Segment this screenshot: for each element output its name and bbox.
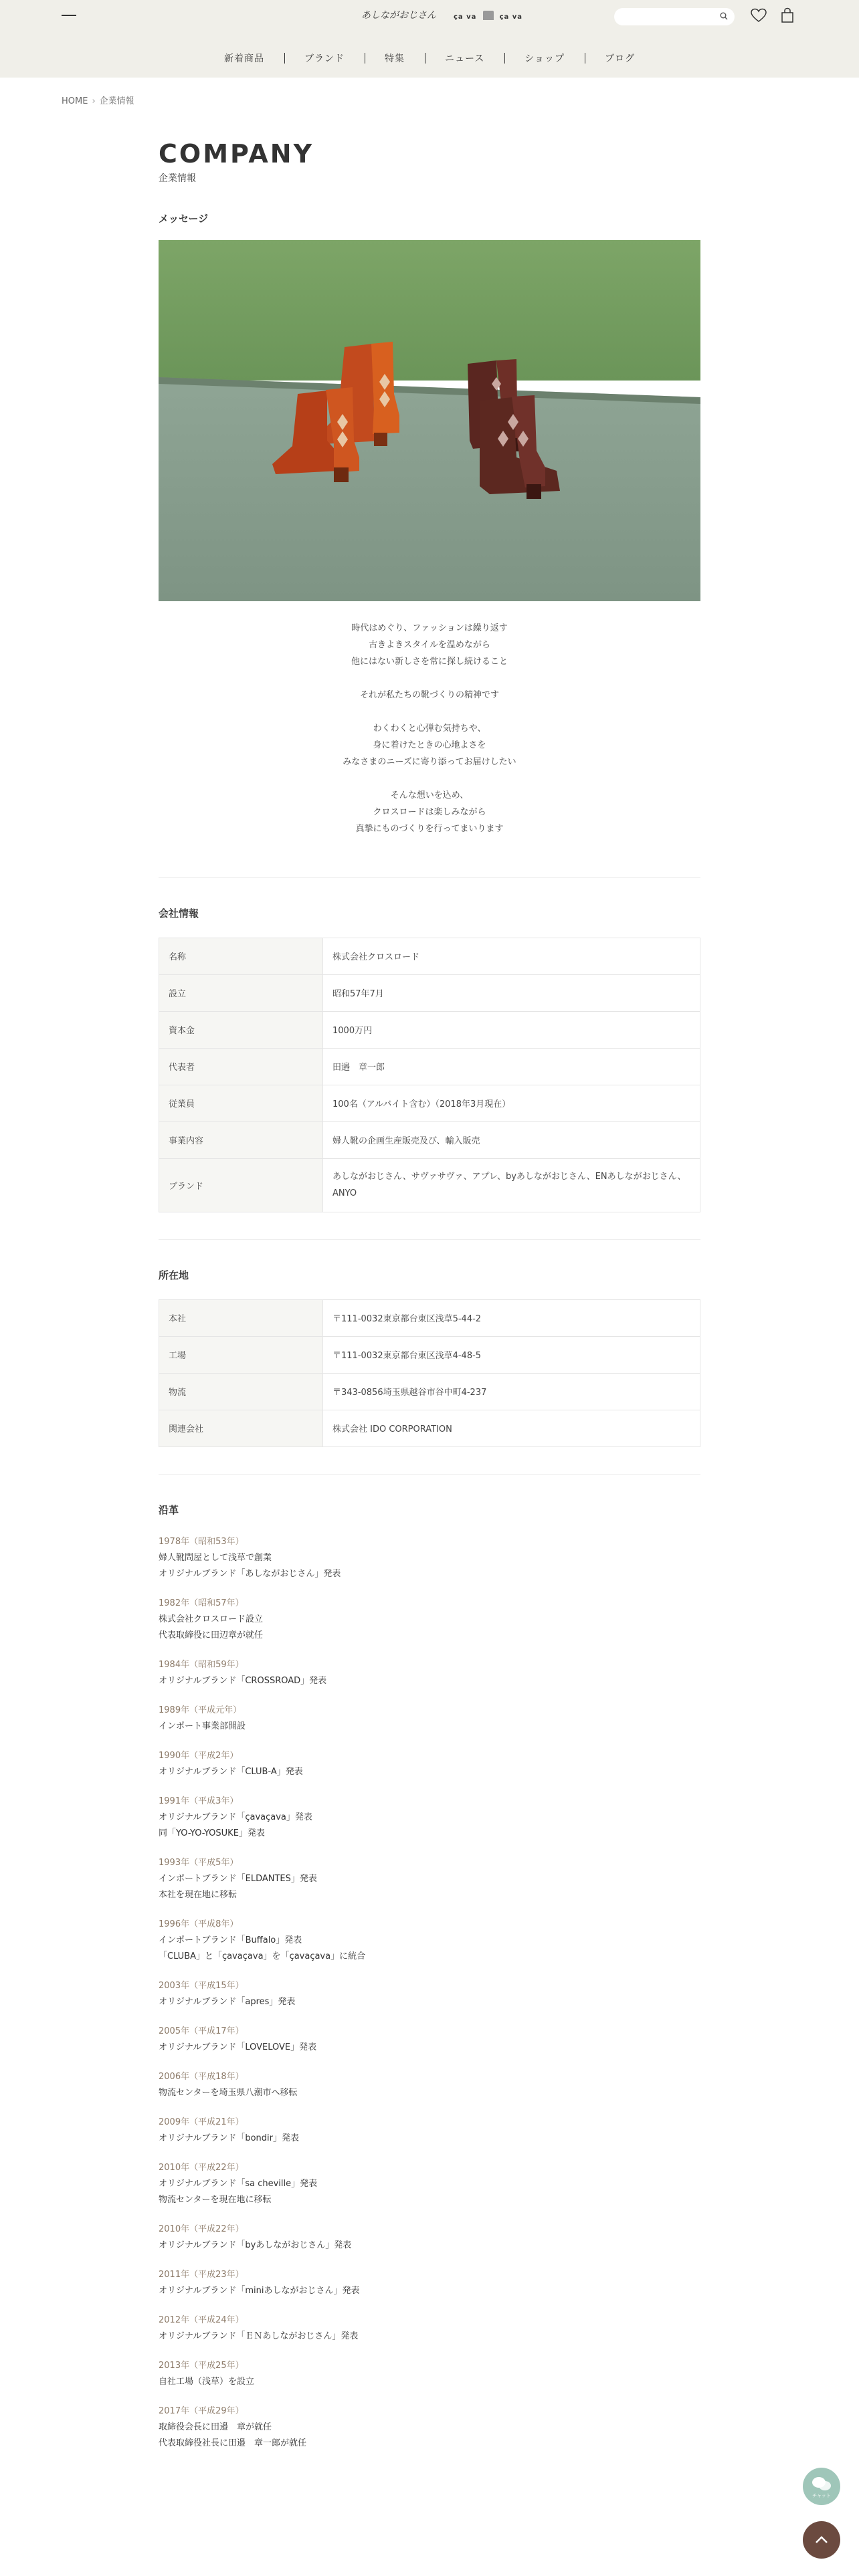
logo-ashinaga[interactable]: あしながおじさん <box>361 10 436 21</box>
history-item <box>159 1978 700 2010</box>
heart-icon[interactable] <box>751 8 767 23</box>
section-divider <box>159 877 700 878</box>
history-event: 本社を現在地に移転 <box>159 1889 237 1900</box>
history-event: オリジナルブランド「miniあしながおじさん」発表 <box>159 2285 360 2296</box>
message-line: 古きよきスタイルを温めながら <box>369 639 490 650</box>
logo-cava-left: ça va <box>454 13 477 21</box>
history-event: 代表取締役に田辺章が就任 <box>159 1630 264 1640</box>
section-divider <box>159 1239 700 1240</box>
message-line: それが私たちの靴づくりの精神です <box>359 689 499 700</box>
history-item <box>159 1855 700 1903</box>
history-item <box>159 2024 700 2056</box>
row-value: 田邉 章一郎 <box>323 1048 700 1085</box>
table-row <box>159 1373 700 1410</box>
history-list <box>159 1534 700 2452</box>
history-year: 2013年（平成25年） <box>159 2360 244 2371</box>
history-item <box>159 2313 700 2345</box>
history-event: 「CLUBA」と「çavaçava」を「çavaçava」に統合 <box>159 1951 366 1961</box>
row-label: 物流 <box>159 1373 323 1410</box>
history-year: 2003年（平成15年） <box>159 1980 244 1991</box>
row-value: 〒111-0032東京都台東区浅草4-48-5 <box>323 1336 700 1373</box>
history-item <box>159 1748 700 1780</box>
global-nav <box>0 51 859 66</box>
history-event: 婦人靴問屋として浅草で創業 <box>159 1552 272 1563</box>
message-line: そんな想いを込め、 <box>390 790 469 800</box>
history-event: インポート事業部開設 <box>159 1721 246 1731</box>
menu-icon[interactable] <box>62 15 76 19</box>
table-row <box>159 1336 700 1373</box>
history-event: オリジナルブランド「sa cheville」発表 <box>159 2178 318 2189</box>
search-box[interactable] <box>614 8 735 25</box>
history-title: 沿革 <box>159 1503 179 1516</box>
table-row <box>159 1048 700 1085</box>
history-item <box>159 1534 700 1582</box>
history-event: 物流センターを埼玉県八潮市へ移転 <box>159 2087 298 2098</box>
back-to-top-button[interactable] <box>803 2521 840 2559</box>
breadcrumb <box>62 94 134 106</box>
history-event: 株式会社クロスロード設立 <box>159 1614 264 1624</box>
history-item <box>159 2403 700 2452</box>
table-row <box>159 1299 700 1336</box>
main-content <box>159 140 700 2465</box>
bag-icon[interactable] <box>780 7 795 23</box>
chat-button[interactable] <box>803 2468 840 2505</box>
arrow-up-icon <box>803 2521 840 2559</box>
history-item <box>159 2358 700 2390</box>
history-year: 2010年（平成22年） <box>159 2162 244 2173</box>
history-item <box>159 2160 700 2208</box>
location-title: 所在地 <box>159 1269 189 1281</box>
history-year: 2010年（平成22年） <box>159 2224 244 2234</box>
row-value: 100名（アルバイト含む）（2018年3月現在） <box>323 1085 700 1121</box>
table-row <box>159 974 700 1011</box>
row-label: ブランド <box>159 1158 323 1212</box>
search-icon[interactable] <box>720 12 728 20</box>
history-event: 取締役会長に田邉 章が就任 <box>159 2422 272 2432</box>
row-label: 関連会社 <box>159 1410 323 1446</box>
house-icon <box>483 11 494 20</box>
chat-label: チャット <box>812 2493 831 2498</box>
nav-new-arrivals[interactable]: 新着商品 <box>223 53 264 64</box>
row-value: 婦人靴の企画生産販売及び、輸入販売 <box>323 1121 700 1158</box>
history-year: 2005年（平成17年） <box>159 2026 244 2036</box>
history-item <box>159 2069 700 2101</box>
two-pairs-of-boots-photo <box>159 240 700 601</box>
history-event: オリジナルブランド「byあしながおじさん」発表 <box>159 2240 352 2250</box>
history-year: 2009年（平成21年） <box>159 2117 244 2127</box>
row-value: 〒343-0856埼玉県越谷市谷中町4-237 <box>323 1373 700 1410</box>
logo-cava-right: ça va <box>499 13 523 21</box>
history-item <box>159 2222 700 2254</box>
message-line: 時代はめぐり、ファッションは繰り返す <box>351 623 508 633</box>
row-value: 〒111-0032東京都台東区浅草5-44-2 <box>323 1299 700 1336</box>
row-value: 昭和57年7月 <box>323 974 700 1011</box>
history-year: 2006年（平成18年） <box>159 2071 244 2082</box>
location-table <box>159 1299 700 1447</box>
message-title: メッセージ <box>159 212 209 225</box>
nav-brand[interactable]: ブランド <box>284 51 365 65</box>
history-event: オリジナルブランド「apres」発表 <box>159 1996 296 2007</box>
boots-photo-illustration <box>159 240 700 601</box>
history-event: オリジナルブランド「CROSSROAD」発表 <box>159 1675 327 1686</box>
search-input[interactable] <box>622 11 716 23</box>
breadcrumb-home[interactable]: HOME <box>62 96 88 106</box>
section-divider <box>159 1474 700 1475</box>
page-subtitle: 企業情報 <box>159 173 196 184</box>
history-event: オリジナルブランド「LOVELOVE」発表 <box>159 2042 317 2052</box>
history-event: インポートブランド「ELDANTES」発表 <box>159 1873 317 1884</box>
history-year: 1989年（平成元年） <box>159 1705 242 1715</box>
table-row <box>159 1158 700 1212</box>
row-label: 本社 <box>159 1299 323 1336</box>
row-label: 事業内容 <box>159 1121 323 1158</box>
table-row <box>159 1410 700 1446</box>
history-item <box>159 1596 700 1644</box>
table-row <box>159 1011 700 1048</box>
table-row <box>159 1121 700 1158</box>
breadcrumb-current: 企業情報 <box>99 96 134 106</box>
history-event: インポートブランド「Buffalo」発表 <box>159 1935 302 1945</box>
history-event: 同「YO-YO-YOSUKE」発表 <box>159 1828 265 1838</box>
row-label: 従業員 <box>159 1085 323 1121</box>
history-item <box>159 1703 700 1735</box>
history-year: 2017年（平成29年） <box>159 2405 244 2416</box>
history-year: 1993年（平成5年） <box>159 1857 239 1868</box>
history-event: オリジナルブランド「çavaçava」発表 <box>159 1812 312 1822</box>
history-year: 1978年（昭和53年） <box>159 1536 244 1547</box>
company-info-table <box>159 938 700 1212</box>
row-label: 設立 <box>159 974 323 1011</box>
history-event: 代表取締役社長に田邉 章一郎が就任 <box>159 2438 307 2448</box>
history-year: 1990年（平成2年） <box>159 1750 239 1761</box>
row-value: 1000万円 <box>323 1011 700 1048</box>
message-line: みなさまのニーズに寄り添ってお届けしたい <box>343 756 516 767</box>
history-item <box>159 1917 700 1965</box>
history-item <box>159 2115 700 2147</box>
chat-icon <box>803 2468 840 2505</box>
message-text <box>159 620 700 837</box>
history-year: 1984年（昭和59年） <box>159 1659 244 1670</box>
row-label: 代表者 <box>159 1048 323 1085</box>
message-line: クロスロードは楽しみながら <box>373 807 486 817</box>
message-line: 身に着けたときの心地よさを <box>373 740 486 750</box>
message-line: 他にはない新しさを常に探し続けること <box>351 656 508 667</box>
row-label: 工場 <box>159 1336 323 1373</box>
message-line: わくわくと心弾む気持ちや、 <box>373 723 486 734</box>
history-item <box>159 2267 700 2299</box>
site-header <box>0 0 859 78</box>
row-label: 資本金 <box>159 1011 323 1048</box>
nav-shop[interactable]: ショップ <box>504 51 585 65</box>
row-value: あしながおじさん、サヴァサヴァ、アプレ、byあしながおじさん、ENあしながおじさん、ANYO <box>323 1158 700 1212</box>
history-year: 1996年（平成8年） <box>159 1919 239 1929</box>
history-year: 2011年（平成23年） <box>159 2269 244 2280</box>
nav-blog[interactable]: ブログ <box>585 51 655 65</box>
history-year: 2012年（平成24年） <box>159 2315 244 2325</box>
history-event: オリジナルブランド「bondir」発表 <box>159 2133 300 2143</box>
company-info-title: 会社情報 <box>159 907 199 920</box>
page-title: COMPANY <box>159 139 314 169</box>
history-event: オリジナルブランド「あしながおじさん」発表 <box>159 1568 341 1579</box>
history-year: 1991年（平成3年） <box>159 1796 239 1806</box>
message-line: 真摯にものづくりを行ってまいります <box>355 823 504 834</box>
history-item <box>159 1794 700 1842</box>
brand-logos <box>361 8 522 21</box>
history-event: 自社工場（浅草）を設立 <box>159 2376 255 2387</box>
logo-cava-group[interactable] <box>454 9 522 21</box>
nav-feature[interactable]: 特集 <box>365 51 425 65</box>
row-label: 名称 <box>159 938 323 974</box>
history-year: 1982年（昭和57年） <box>159 1598 244 1608</box>
history-item <box>159 1657 700 1689</box>
history-event: オリジナルブランド「CLUB-A」発表 <box>159 1766 303 1777</box>
history-event: 物流センターを現在地に移転 <box>159 2194 272 2205</box>
history-event: オリジナルブランド「ＥＮあしながおじさん」発表 <box>159 2331 359 2341</box>
table-row <box>159 1085 700 1121</box>
breadcrumb-separator: › <box>92 96 96 106</box>
row-value: 株式会社クロスロード <box>323 938 700 974</box>
nav-news[interactable]: ニュース <box>425 51 504 65</box>
row-value: 株式会社 IDO CORPORATION <box>323 1410 700 1446</box>
table-row <box>159 938 700 974</box>
